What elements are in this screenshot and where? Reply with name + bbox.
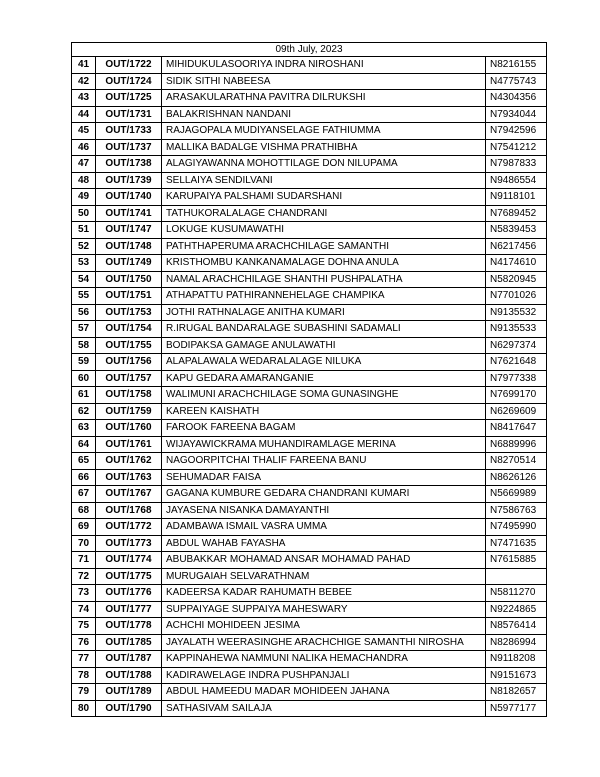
passport-number: N8576414 (486, 618, 547, 635)
row-number: 51 (72, 222, 96, 239)
reference-number: OUT/1762 (96, 453, 162, 470)
person-name: ABUBAKKAR MOHAMAD ANSAR MOHAMAD PAHAD (162, 552, 486, 569)
row-number: 69 (72, 519, 96, 536)
passport-number: N4775743 (486, 73, 547, 90)
table-row (72, 618, 547, 635)
row-number: 64 (72, 436, 96, 453)
person-name: ABDUL WAHAB FAYASHA (162, 535, 486, 552)
date-header: 09th July, 2023 (72, 43, 547, 57)
person-name: ATHAPATTU PATHIRANNEHELAGE CHAMPIKA (162, 288, 486, 305)
row-number: 70 (72, 535, 96, 552)
passport-number: N9486554 (486, 172, 547, 189)
reference-number: OUT/1774 (96, 552, 162, 569)
row-number: 43 (72, 90, 96, 107)
row-number: 62 (72, 403, 96, 420)
person-name: MURUGAIAH SELVARATHNAM (162, 568, 486, 585)
person-name: R.IRUGAL BANDARALAGE SUBASHINI SADAMALI (162, 321, 486, 338)
table-row (72, 321, 547, 338)
reference-number: OUT/1754 (96, 321, 162, 338)
person-name: SATHASIVAM SAILAJA (162, 700, 486, 717)
person-name: FAROOK FAREENA BAGAM (162, 420, 486, 437)
passport-number: N8182657 (486, 684, 547, 701)
row-number: 67 (72, 486, 96, 503)
table-row (72, 453, 547, 470)
person-name: SIDIK SITHI NABEESA (162, 73, 486, 90)
table-row (72, 552, 547, 569)
reference-number: OUT/1775 (96, 568, 162, 585)
table-row (72, 222, 547, 239)
person-name: MIHIDUKULASOORIYA INDRA NIROSHANI (162, 57, 486, 74)
reference-number: OUT/1755 (96, 337, 162, 354)
reference-number: OUT/1731 (96, 106, 162, 123)
table-row (72, 601, 547, 618)
passport-number: N5669989 (486, 486, 547, 503)
row-number: 77 (72, 651, 96, 668)
passport-number: N7586763 (486, 502, 547, 519)
passport-number: N9118101 (486, 189, 547, 206)
passport-number: N7934044 (486, 106, 547, 123)
row-number: 48 (72, 172, 96, 189)
reference-number: OUT/1760 (96, 420, 162, 437)
reference-number: OUT/1751 (96, 288, 162, 305)
passport-number: N7977338 (486, 370, 547, 387)
reference-number: OUT/1777 (96, 601, 162, 618)
table-row (72, 73, 547, 90)
person-name: GAGANA KUMBURE GEDARA CHANDRANI KUMARI (162, 486, 486, 503)
passport-number: N6297374 (486, 337, 547, 354)
table-row (72, 634, 547, 651)
row-number: 45 (72, 123, 96, 140)
row-number: 60 (72, 370, 96, 387)
row-number: 46 (72, 139, 96, 156)
table-row (72, 271, 547, 288)
header-row (72, 43, 547, 57)
table-row (72, 205, 547, 222)
passport-number: N9135532 (486, 304, 547, 321)
row-number: 68 (72, 502, 96, 519)
table-row (72, 436, 547, 453)
person-name: WIJAYAWICKRAMA MUHANDIRAMLAGE MERINA (162, 436, 486, 453)
table-row (72, 469, 547, 486)
table-row (72, 403, 547, 420)
row-number: 49 (72, 189, 96, 206)
reference-number: OUT/1772 (96, 519, 162, 536)
table-row (72, 535, 547, 552)
person-name: JAYASENA NISANKA DAMAYANTHI (162, 502, 486, 519)
person-name: JAYALATH WEERASINGHE ARACHCHIGE SAMANTHI NIROSHA (162, 634, 486, 651)
reference-number: OUT/1785 (96, 634, 162, 651)
row-number: 55 (72, 288, 96, 305)
passport-number: N7471635 (486, 535, 547, 552)
row-number: 50 (72, 205, 96, 222)
passport-number: N6889996 (486, 436, 547, 453)
passenger-table (71, 42, 547, 717)
reference-number: OUT/1738 (96, 156, 162, 173)
row-number: 58 (72, 337, 96, 354)
person-name: NAGOORPITCHAI THALIF FAREENA BANU (162, 453, 486, 470)
row-number: 78 (72, 667, 96, 684)
table-row (72, 90, 547, 107)
person-name: PATHTHAPERUMA ARACHCHILAGE SAMANTHI (162, 238, 486, 255)
person-name: KAPU GEDARA AMARANGANIE (162, 370, 486, 387)
row-number: 57 (72, 321, 96, 338)
table-row (72, 238, 547, 255)
person-name: KADEERSA KADAR RAHUMATH BEBEE (162, 585, 486, 602)
reference-number: OUT/1787 (96, 651, 162, 668)
table-row (72, 651, 547, 668)
table-row (72, 156, 547, 173)
person-name: ACHCHI MOHIDEEN JESIMA (162, 618, 486, 635)
table-row (72, 568, 547, 585)
passport-number: N5977177 (486, 700, 547, 717)
person-name: BALAKRISHNAN NANDANI (162, 106, 486, 123)
person-name: ABDUL HAMEEDU MADAR MOHIDEEN JAHANA (162, 684, 486, 701)
passport-number: N9151673 (486, 667, 547, 684)
person-name: RAJAGOPALA MUDIYANSELAGE FATHIUMMA (162, 123, 486, 140)
passport-number: N7495990 (486, 519, 547, 536)
person-name: KADIRAWELAGE INDRA PUSHPANJALI (162, 667, 486, 684)
person-name: ALAPALAWALA WEDARALALAGE NILUKA (162, 354, 486, 371)
person-name: KARUPAIYA PALSHAMI SUDARSHANI (162, 189, 486, 206)
reference-number: OUT/1750 (96, 271, 162, 288)
passport-number: N9118208 (486, 651, 547, 668)
reference-number: OUT/1747 (96, 222, 162, 239)
person-name: KAREEN KAISHATH (162, 403, 486, 420)
table-row (72, 519, 547, 536)
reference-number: OUT/1725 (96, 90, 162, 107)
reference-number: OUT/1733 (96, 123, 162, 140)
table-row (72, 57, 547, 74)
row-number: 65 (72, 453, 96, 470)
person-name: BODIPAKSA GAMAGE ANULAWATHI (162, 337, 486, 354)
person-name: JOTHI RATHNALAGE ANITHA KUMARI (162, 304, 486, 321)
reference-number: OUT/1790 (96, 700, 162, 717)
table-row (72, 486, 547, 503)
row-number: 53 (72, 255, 96, 272)
row-number: 73 (72, 585, 96, 602)
person-name: NAMAL ARACHCHILAGE SHANTHI PUSHPALATHA (162, 271, 486, 288)
row-number: 76 (72, 634, 96, 651)
passport-number: N8286994 (486, 634, 547, 651)
table-row (72, 370, 547, 387)
reference-number: OUT/1788 (96, 667, 162, 684)
person-name: ARASAKULARATHNA PAVITRA DILRUKSHI (162, 90, 486, 107)
row-number: 52 (72, 238, 96, 255)
reference-number: OUT/1739 (96, 172, 162, 189)
row-number: 80 (72, 700, 96, 717)
reference-number: OUT/1740 (96, 189, 162, 206)
table-row (72, 585, 547, 602)
passport-number: N5811270 (486, 585, 547, 602)
reference-number: OUT/1722 (96, 57, 162, 74)
passport-number: N7699170 (486, 387, 547, 404)
table-row (72, 667, 547, 684)
table-row (72, 255, 547, 272)
passport-number: N7615885 (486, 552, 547, 569)
reference-number: OUT/1757 (96, 370, 162, 387)
person-name: TATHUKORALALAGE CHANDRANI (162, 205, 486, 222)
passport-number: N7621648 (486, 354, 547, 371)
reference-number: OUT/1789 (96, 684, 162, 701)
reference-number: OUT/1761 (96, 436, 162, 453)
person-name: SELLAIYA SENDILVANI (162, 172, 486, 189)
passport-number: N4174610 (486, 255, 547, 272)
table-row (72, 123, 547, 140)
row-number: 72 (72, 568, 96, 585)
reference-number: OUT/1763 (96, 469, 162, 486)
reference-number: OUT/1767 (96, 486, 162, 503)
table-row (72, 106, 547, 123)
reference-number: OUT/1756 (96, 354, 162, 371)
passport-number: N8626126 (486, 469, 547, 486)
reference-number: OUT/1737 (96, 139, 162, 156)
passport-number: N8216155 (486, 57, 547, 74)
row-number: 74 (72, 601, 96, 618)
row-number: 44 (72, 106, 96, 123)
passport-number: N7541212 (486, 139, 547, 156)
row-number: 41 (72, 57, 96, 74)
passport-number: N8417647 (486, 420, 547, 437)
reference-number: OUT/1778 (96, 618, 162, 635)
person-name: SEHUMADAR FAISA (162, 469, 486, 486)
row-number: 47 (72, 156, 96, 173)
row-number: 75 (72, 618, 96, 635)
table-row (72, 172, 547, 189)
row-number: 59 (72, 354, 96, 371)
table-row (72, 139, 547, 156)
person-name: LOKUGE KUSUMAWATHI (162, 222, 486, 239)
passport-number: N9224865 (486, 601, 547, 618)
reference-number: OUT/1773 (96, 535, 162, 552)
reference-number: OUT/1759 (96, 403, 162, 420)
passport-number: N8270514 (486, 453, 547, 470)
reference-number: OUT/1753 (96, 304, 162, 321)
table-row (72, 700, 547, 717)
row-number: 71 (72, 552, 96, 569)
passport-number: N9135533 (486, 321, 547, 338)
table-row (72, 189, 547, 206)
table-row (72, 420, 547, 437)
row-number: 66 (72, 469, 96, 486)
row-number: 79 (72, 684, 96, 701)
person-name: MALLIKA BADALGE VISHMA PRATHIBHA (162, 139, 486, 156)
person-name: SUPPAIYAGE SUPPAIYA MAHESWARY (162, 601, 486, 618)
passport-number (486, 568, 547, 585)
reference-number: OUT/1768 (96, 502, 162, 519)
table-row (72, 354, 547, 371)
reference-number: OUT/1749 (96, 255, 162, 272)
passport-number: N6269609 (486, 403, 547, 420)
reference-number: OUT/1748 (96, 238, 162, 255)
reference-number: OUT/1741 (96, 205, 162, 222)
person-name: ADAMBAWA ISMAIL VASRA UMMA (162, 519, 486, 536)
passport-number: N7987833 (486, 156, 547, 173)
passport-number: N6217456 (486, 238, 547, 255)
person-name: WALIMUNI ARACHCHILAGE SOMA GUNASINGHE (162, 387, 486, 404)
table-row (72, 337, 547, 354)
row-number: 54 (72, 271, 96, 288)
row-number: 61 (72, 387, 96, 404)
row-number: 63 (72, 420, 96, 437)
reference-number: OUT/1724 (96, 73, 162, 90)
table-row (72, 387, 547, 404)
person-name: ALAGIYAWANNA MOHOTTILAGE DON NILUPAMA (162, 156, 486, 173)
passport-number: N5820945 (486, 271, 547, 288)
person-name: KRISTHOMBU KANKANAMALAGE DOHNA ANULA (162, 255, 486, 272)
reference-number: OUT/1758 (96, 387, 162, 404)
table-row (72, 684, 547, 701)
reference-number: OUT/1776 (96, 585, 162, 602)
passport-number: N5839453 (486, 222, 547, 239)
table-row (72, 288, 547, 305)
table-body (72, 57, 547, 717)
passport-number: N7689452 (486, 205, 547, 222)
table-row (72, 304, 547, 321)
passport-number: N7701026 (486, 288, 547, 305)
table-row (72, 502, 547, 519)
person-name: KAPPINAHEWA NAMMUNI NALIKA HEMACHANDRA (162, 651, 486, 668)
passport-number: N4304356 (486, 90, 547, 107)
passport-number: N7942596 (486, 123, 547, 140)
row-number: 42 (72, 73, 96, 90)
document-sheet (71, 42, 546, 717)
row-number: 56 (72, 304, 96, 321)
